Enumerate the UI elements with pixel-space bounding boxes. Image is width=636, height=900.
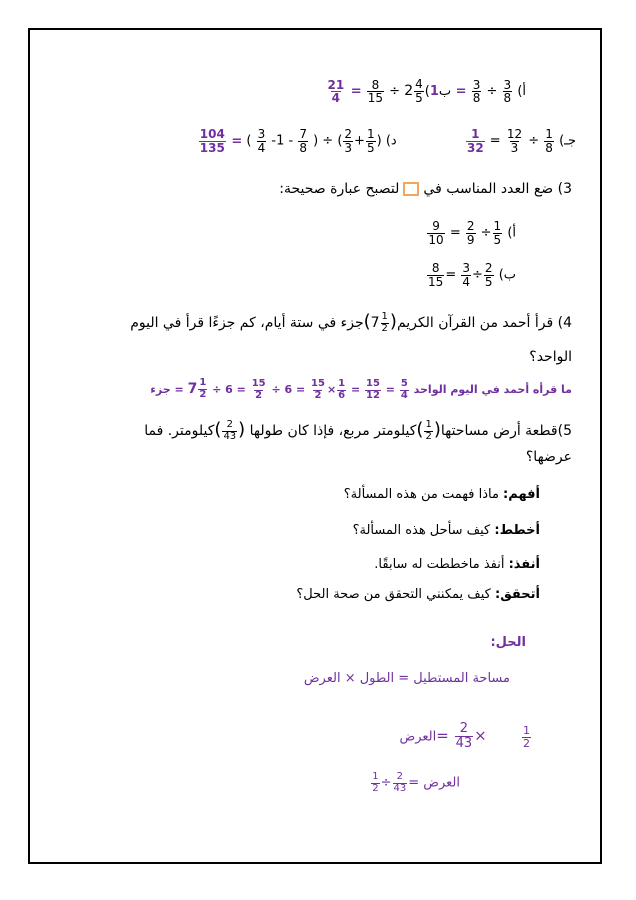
q2-a-label: أ) — [517, 84, 526, 100]
q4-question-cont: الواحد؟ — [529, 349, 572, 365]
q3-instruction: 3) ضع العدد المناسب فيلتصبح عبارة صحيحة: — [279, 181, 572, 197]
q2-d-label: د) — [385, 133, 397, 149]
step-understand: أفهم: ماذا فهمت من هذه المسألة؟ — [343, 487, 540, 502]
solution-eq2: العرض = $\frac{1}{2}$ ÷ $\frac{2}{43}$ — [372, 771, 460, 794]
q3-a: أ) $\frac{9}{10}$ = $\frac{2}{9}$ ÷ $\frac{1}{5}$ — [428, 219, 516, 247]
solution-formula: مساحة المستطيل = الطول × العرض — [303, 671, 510, 686]
q5-question: 5)قطعة أرض مساحتها( $\frac{1}{2}$ )كيلومتر مربع، فإذا كان طولها ( $\frac{2}{43}$ )كيلومتر. فما — [144, 419, 572, 442]
solution-label: الحل: — [490, 635, 526, 650]
q2-b-label-inline: (ب — [424, 84, 452, 100]
q3-b: ب) $\frac{8}{15}$ = $\frac{3}{4}$ ÷ $\frac{2}{5}$ — [428, 261, 516, 289]
step-plan: أخطط: كيف سأحل هذه المسألة؟ — [352, 523, 540, 538]
q2-row-cd — [198, 128, 576, 154]
step-execute: أنفذ: أنفذ ماخططت له سابقًا. — [374, 557, 540, 572]
q2-b-one: 1 — [429, 84, 439, 100]
q4-answer: ما قرأه أحمد في اليوم الواحد = 7 $\frac{1}{2}$ ÷ 6 = $\frac{15}{2}$ ÷ 6 = $\frac{15}{2}$ × $\frac{1}{6}$ = $\frac{15}{12}$ = $\frac{5}{4}$ جزء — [150, 377, 572, 401]
q2-ab-expression: $\frac{21}{4}$ = $\frac{8}{15}$ ÷ 2 $\frac{4}{5}$ (ب1 = $\frac{3}{8}$ ÷ $\frac{3}{8}$ — [327, 77, 512, 106]
q2-c-label: جـ) — [559, 133, 576, 149]
answer-box-icon — [403, 182, 419, 196]
solution-eq1: $\frac{1}{2}$ = $\frac{2}{43}$ ×العرض — [399, 721, 530, 751]
q2-b-mixed: 2 $\frac{4}{5}$ — [404, 77, 423, 105]
q5-question-cont: عرضها؟ — [525, 449, 572, 465]
q2-d-answer: $\frac{104}{135}$ = — [199, 127, 243, 155]
q2-d-expression: $\frac{104}{135}$ = ( $\frac{3}{4}$ -1 - $\frac{7}{8}$ ) ÷ ( $\frac{2}{3}$ + $\frac{1}{5}$ ) — [199, 127, 382, 155]
q2-row-ab — [326, 78, 527, 105]
q4-question: 4) قرأ أحمد من القرآن الكريم( 7 $\frac{1}{2}$ )جزء في ستة أيام، كم جزءًا قرأ في اليوم — [130, 311, 572, 334]
q2-c-expression: $\frac{1}{32}$ = $\frac{12}{3}$ ÷ $\frac{1}{8}$ — [466, 127, 553, 155]
step-verify: أتحقق: كيف يمكنني التحقق من صحة الحل؟ — [296, 587, 540, 602]
q2-c-answer: $\frac{1}{32}$ — [466, 127, 484, 155]
q2-a-answer: $\frac{21}{4}$ = — [327, 77, 362, 106]
